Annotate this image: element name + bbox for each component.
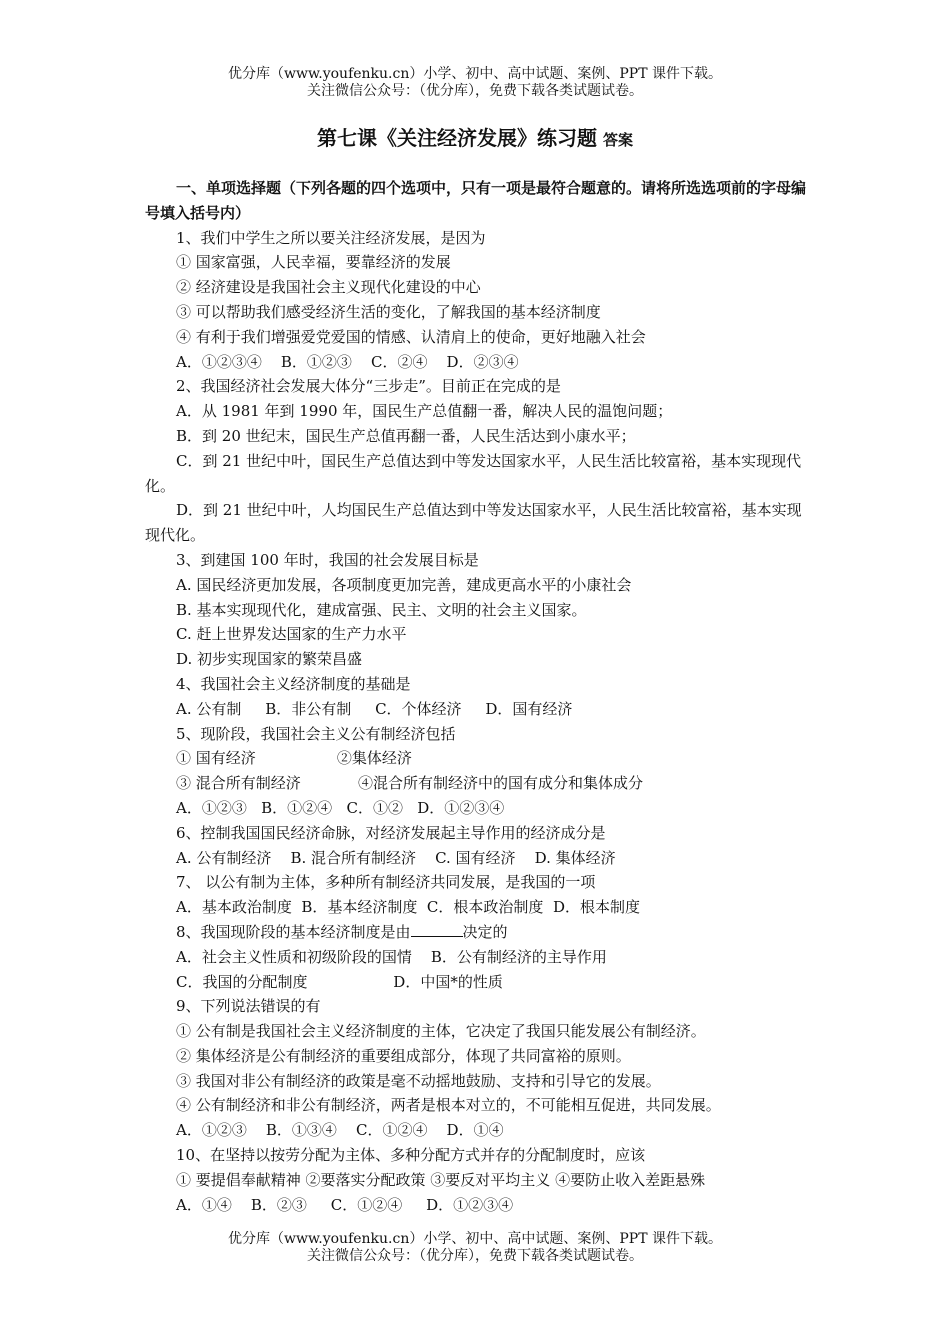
- q9-stem: 9、下列说法错误的有: [176, 997, 321, 1016]
- q5-statements-row-1: ① 国有经济 ②集体经济: [176, 749, 412, 768]
- q7-options: A．基本政治制度 B．基本经济制度 C．根本政治制度 D．根本制度: [176, 898, 640, 917]
- header-line-2: 关注微信公众号：（优分库），免费下载各类试题试卷。: [307, 83, 643, 99]
- q1-statement-3: ③ 可以帮助我们感受经济生活的变化，了解我国的基本经济制度: [176, 302, 601, 321]
- q5-stem: 5、现阶段，我国社会主义公有制经济包括: [176, 724, 456, 743]
- q2-option-a: A．从 1981 年到 1990 年，国民生产总值翻一番，解决人民的温饱问题；: [176, 402, 673, 421]
- q7-stem: 7、 以公有制为主体，多种所有制经济共同发展，是我国的一项: [176, 873, 596, 892]
- footer-line-2: 关注微信公众号：（优分库），免费下载各类试题试卷。: [307, 1248, 643, 1264]
- q1-statement-1: ① 国家富强，人民幸福，要靠经济的发展: [176, 253, 451, 272]
- q8-options-row-2: C．我国的分配制度 D．中国*的性质: [176, 972, 503, 991]
- q1-stem: 1、我们中学生之所以要关注经济发展，是因为: [176, 228, 486, 247]
- q3-option-d: D. 初步实现国家的繁荣昌盛: [176, 650, 363, 669]
- page-title: [0, 124, 950, 154]
- q10-stem: 10、在坚持以按劳分配为主体、多种分配方式并存的分配制度时，应该: [176, 1146, 646, 1165]
- q8-stem-end: 决定的: [462, 922, 508, 941]
- q4-options: A. 公有制 B．非公有制 C．个体经济 D．国有经济: [176, 699, 573, 718]
- q2-option-d: D．到 21 世纪中叶，人均国民生产总值达到中等发达国家水平，人民生活比较富裕，基本实现现代化。: [145, 501, 802, 545]
- q1-statement-2: ② 经济建设是我国社会主义现代化建设的中心: [176, 278, 481, 297]
- section-heading: 一、单项选择题（下列各题的四个选项中，只有一项是最符合题意的。请将所选选项前的字母编号填入括号内）: [145, 179, 807, 222]
- footer-line-1: 优分库（www.youfenku.cn）小学、初中、高中试题、案例、PPT 课件下载。: [227, 1231, 722, 1247]
- q10-options: A．①④ B．②③ C．①②④ D．①②③④: [176, 1195, 514, 1214]
- q3-option-b: B. 基本实现现代化，建成富强、民主、文明的社会主义国家。: [176, 600, 587, 619]
- q2-option-c: C．到 21 世纪中叶，国民生产总值达到中等发达国家水平，人民生活比较富裕，基本实现现代化。: [145, 451, 802, 495]
- q2-option-b: B．到 20 世纪末，国民生产总值再翻一番，人民生活达到小康水平；: [176, 426, 636, 445]
- q6-stem: 6、控制我国国民经济命脉，对经济发展起主导作用的经济成分是: [176, 823, 606, 842]
- page-footer: [0, 1231, 950, 1265]
- q8-answer-blank: [411, 922, 463, 937]
- q5-statements-row-2: ③ 混合所有制经济 ④混合所有制经济中的国有成分和集体成分: [176, 774, 643, 793]
- title-main: 第七课《关注经济发展》练习题: [316, 126, 597, 150]
- title-answer-suffix: 答案: [602, 131, 633, 149]
- page-header: [0, 66, 950, 100]
- q4-stem: 4、我国社会主义经济制度的基础是: [176, 674, 411, 693]
- q6-options: A. 公有制经济 B. 混合所有制经济 C. 国有经济 D. 集体经济: [176, 848, 616, 867]
- q3-option-a: A. 国民经济更加发展，各项制度更加完善，建成更高水平的小康社会: [176, 575, 632, 594]
- q9-statement-3: ③ 我国对非公有制经济的政策是毫不动摇地鼓励、支持和引导它的发展。: [176, 1071, 661, 1090]
- q8-stem-start: 8、我国现阶段的基本经济制度是由: [176, 922, 411, 941]
- q1-options: A．①②③④ B．①②③ C．②④ D．②③④: [176, 352, 519, 371]
- q8-options-row-1: A．社会主义性质和初级阶段的国情 B．公有制经济的主导作用: [176, 947, 607, 966]
- q2-stem: 2、我国经济社会发展大体分“三步走”。目前正在完成的是: [176, 377, 561, 396]
- q10-statements: ① 要提倡奉献精神 ②要落实分配政策 ③要反对平均主义 ④要防止收入差距悬殊: [176, 1170, 706, 1189]
- q3-stem: 3、到建国 100 年时，我国的社会发展目标是: [176, 550, 479, 569]
- q3-option-c: C. 赶上世界发达国家的生产力水平: [176, 625, 407, 644]
- q9-options: A．①②③ B．①③④ C．①②④ D．①④: [176, 1121, 504, 1140]
- q5-options: A．①②③ B．①②④ C．①② D．①②③④: [176, 798, 505, 817]
- q9-statement-4: ④ 公有制经济和非公有制经济，两者是根本对立的，不可能相互促进，共同发展。: [176, 1096, 721, 1115]
- q9-statement-2: ② 集体经济是公有制经济的重要组成部分，体现了共同富裕的原则。: [176, 1046, 631, 1065]
- q8-stem: [145, 920, 813, 945]
- document-body: [145, 176, 813, 1217]
- header-line-1: 优分库（www.youfenku.cn）小学、初中、高中试题、案例、PPT 课件下载。: [227, 66, 722, 82]
- q1-statement-4: ④ 有利于我们增强爱党爱国的情感、认清肩上的使命，更好地融入社会: [176, 327, 646, 346]
- q9-statement-1: ① 公有制是我国社会主义经济制度的主体，它决定了我国只能发展公有制经济。: [176, 1022, 706, 1041]
